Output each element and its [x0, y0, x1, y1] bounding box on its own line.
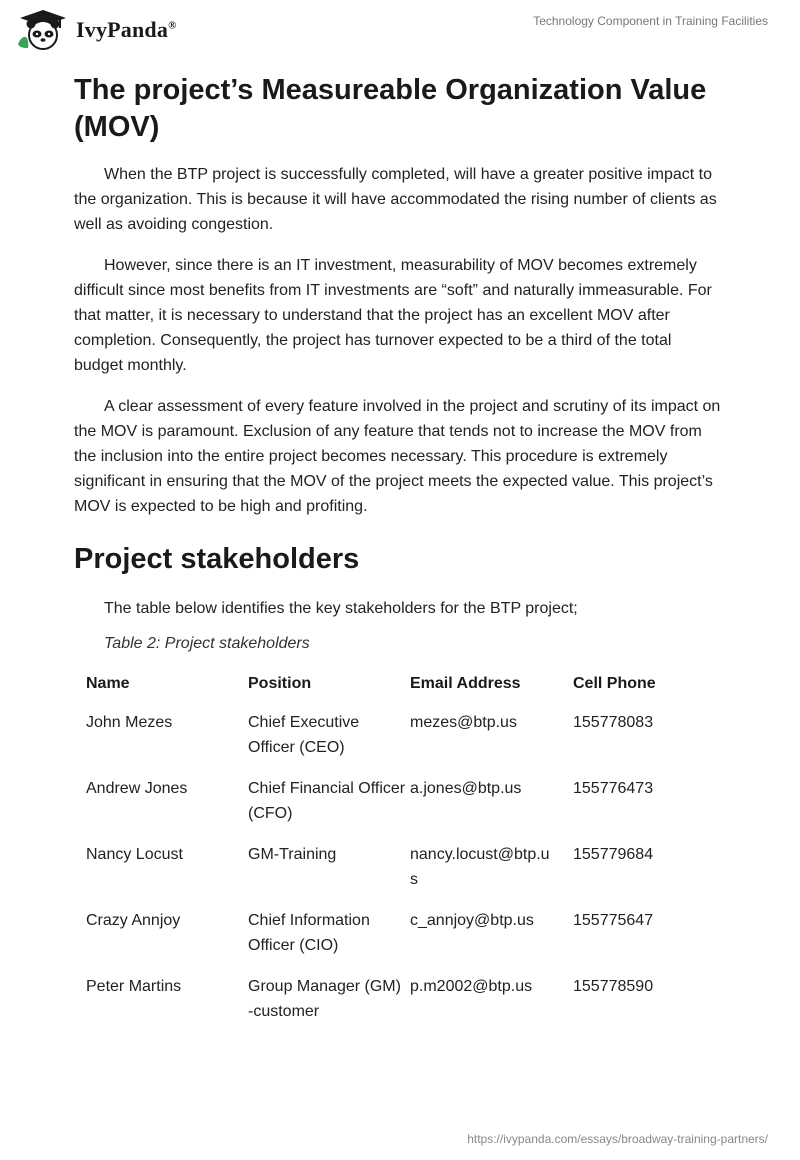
- cell-position: Chief Executive Officer (CEO): [248, 714, 360, 756]
- ivypanda-logo[interactable]: [14, 8, 177, 52]
- cell-email: p.m2002@btp.us: [410, 978, 533, 995]
- column-header-position: Position: [248, 675, 312, 692]
- cell-phone: 155775647: [573, 912, 654, 929]
- mov-paragraph-1: When the BTP project is successfully completed, will have a greater positive impact to the organization. This is because it will have accommodated the rising number of clients as well as avoiding congestion.: [74, 166, 717, 233]
- cell-name: John Mezes: [86, 714, 173, 731]
- table-header-row: [86, 675, 703, 710]
- cell-name: Peter Martins: [86, 978, 182, 995]
- cell-position: Chief Financial Officer (CFO): [248, 780, 406, 822]
- cell-phone: 155778590: [573, 978, 654, 995]
- mov-paragraph-3: A clear assessment of every feature involved in the project and scrutiny of its impact on the MOV is paramount. Exclusion of any feature that tends not to increase the MOV from the inclusion into the entire project becomes necessary. This procedure is extremely significant in ensuring that the MOV of the project meets the expected value. This project’s MOV is expected to be high and profiting.: [74, 398, 721, 515]
- table-row: [86, 710, 703, 776]
- stakeholders-intro: The table below identifies the key stakeholders for the BTP project;: [104, 600, 578, 617]
- cell-email: nancy.locust@btp.us: [410, 846, 550, 888]
- page-header: [0, 0, 800, 60]
- table-row: [86, 974, 703, 1040]
- cell-position: Group Manager (GM) -customer: [248, 978, 401, 1020]
- cell-position: GM-Training: [248, 846, 337, 863]
- cell-phone: 155779684: [573, 846, 654, 863]
- stakeholders-table: [86, 675, 703, 1040]
- source-url-link[interactable]: https://ivypanda.com/essays/broadway-training-partners/: [467, 1132, 768, 1146]
- table-row: [86, 776, 703, 842]
- column-header-phone: Cell Phone: [573, 675, 656, 692]
- cell-email: a.jones@btp.us: [410, 780, 522, 797]
- brand-name: IvyPanda®: [76, 17, 177, 42]
- stakeholders-heading: Project stakeholders: [74, 543, 360, 575]
- column-header-email: Email Address: [410, 675, 521, 692]
- mov-heading: The project’s Measureable Organization Value (MOV): [74, 74, 707, 143]
- cell-email: mezes@btp.us: [410, 714, 517, 731]
- column-header-name: Name: [86, 675, 130, 692]
- cell-name: Crazy Annjoy: [86, 912, 181, 929]
- cell-name: Andrew Jones: [86, 780, 188, 797]
- panda-graduate-icon: [14, 8, 72, 52]
- cell-email: c_annjoy@btp.us: [410, 912, 534, 929]
- table-row: [86, 908, 703, 974]
- mov-paragraph-2: However, since there is an IT investment, measurability of MOV becomes extremely difficult since most benefits from IT investments are “soft” and naturally immeasurable. For that matter, it is necessary to understand that the project has an excellent MOV after completion. Consequently, the project has turnover expected to be a third of the total budget monthly.: [74, 257, 712, 374]
- article-body: [74, 72, 724, 1040]
- cell-name: Nancy Locust: [86, 846, 183, 863]
- cell-position: Chief Information Officer (CIO): [248, 912, 370, 954]
- table-caption: Table 2: Project stakeholders: [104, 635, 310, 652]
- cell-phone: 155778083: [573, 714, 654, 731]
- document-title: Technology Component in Training Facilities: [533, 14, 768, 28]
- table-row: [86, 842, 703, 908]
- cell-phone: 155776473: [573, 780, 654, 797]
